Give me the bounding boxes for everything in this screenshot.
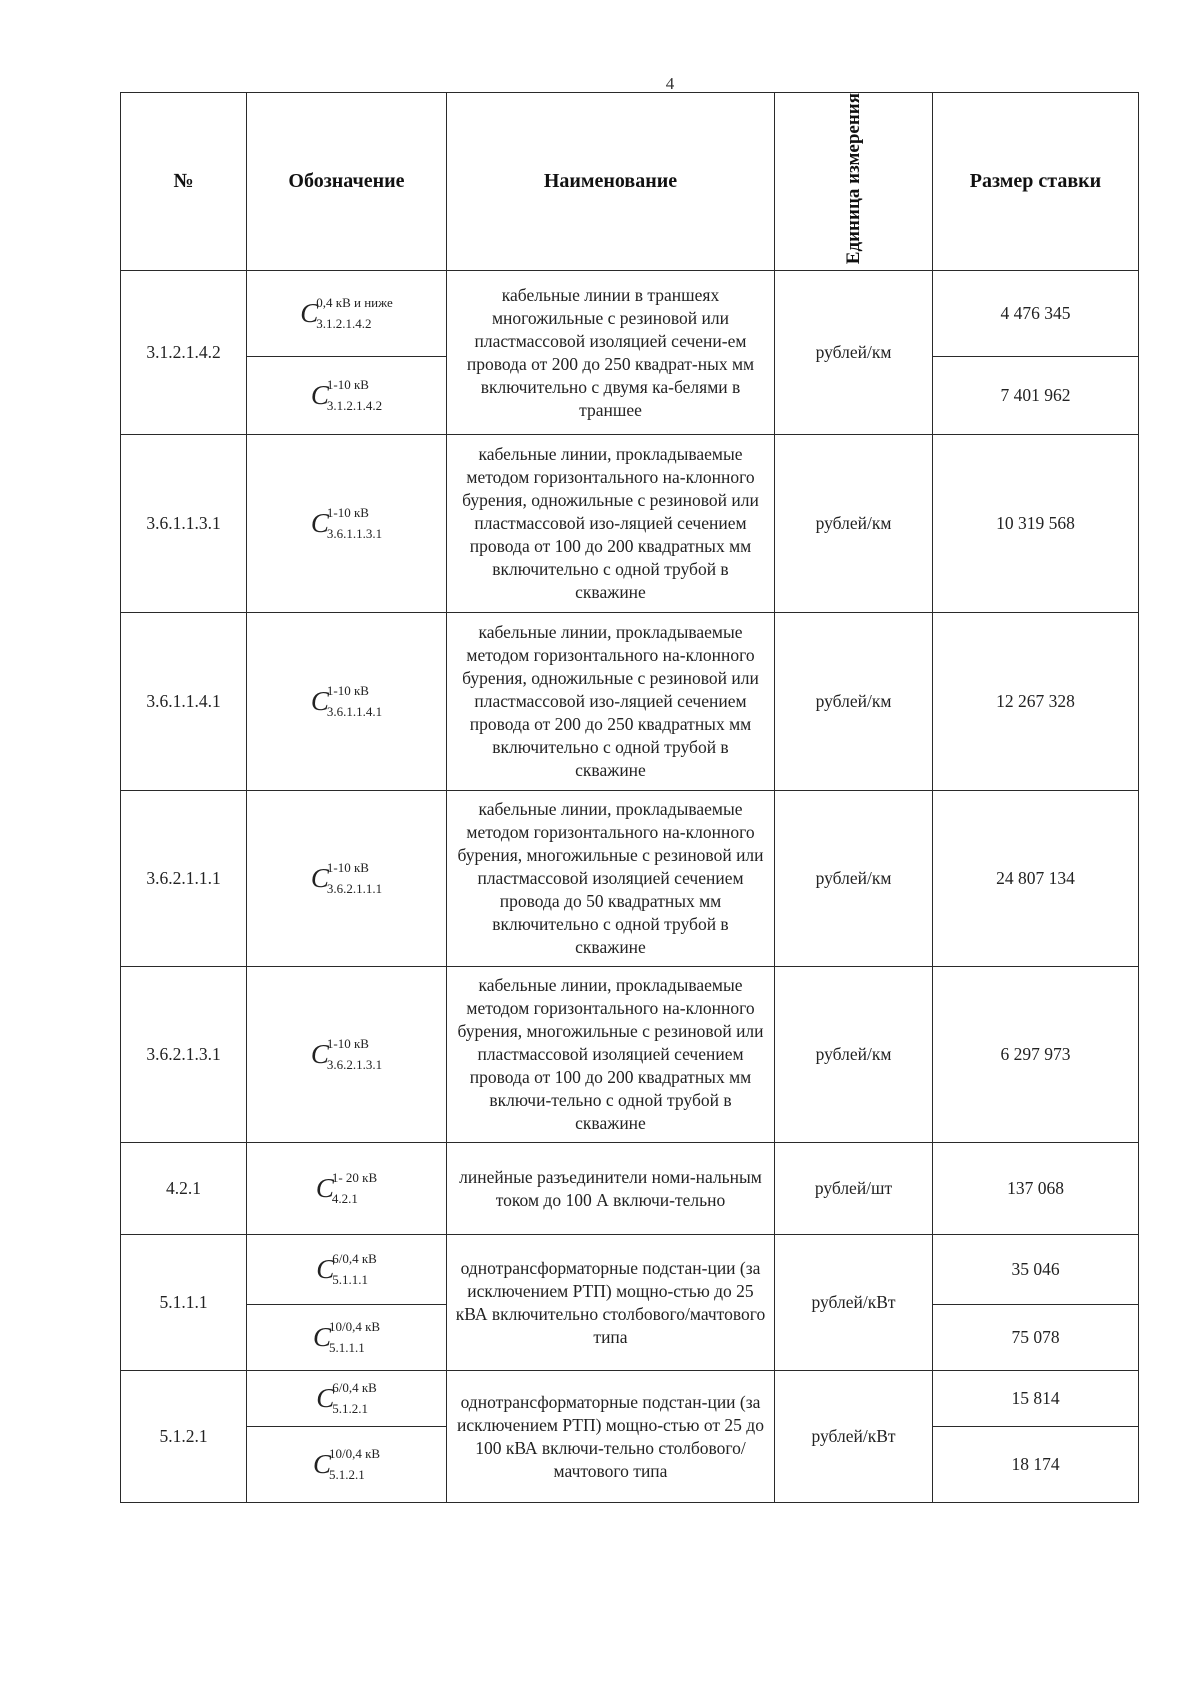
symbol-index: 3.6.2.1.1.1	[326, 880, 383, 896]
row-unit: рублей/км	[775, 271, 933, 435]
symbol-voltage: 1-10 кВ	[326, 1035, 369, 1051]
row-number: 3.6.1.1.4.1	[121, 613, 247, 791]
symbol-index: 3.1.2.1.4.2	[326, 397, 383, 413]
header-unit	[775, 93, 933, 271]
table-row	[121, 613, 1139, 791]
row-number: 5.1.2.1	[121, 1371, 247, 1503]
symbol-index: 5.1.2.1	[332, 1400, 368, 1416]
symbol-letter: C	[312, 1449, 331, 1480]
row-number: 5.1.1.1	[121, 1235, 247, 1371]
row-description: кабельные линии, прокладываемые методом горизонтального на-клонного бурения, одножильные с резиновой или пластмассовой изо-ляцией сечением провода от 100 до 200 квадратных мм включительно с одной трубой в скважине	[447, 435, 775, 613]
table-row	[121, 791, 1139, 967]
table-body	[121, 271, 1139, 1503]
rate-symbol	[247, 271, 447, 357]
symbol-letter: C	[310, 863, 329, 894]
row-unit: рублей/км	[775, 435, 933, 613]
rate-value: 24 807 134	[933, 791, 1139, 967]
symbol-index: 5.1.1.1	[332, 1271, 368, 1287]
symbol-index: 5.1.1.1	[328, 1339, 365, 1355]
row-unit: рублей/кВт	[775, 1235, 933, 1371]
symbol-voltage: 1-10 кВ	[326, 376, 369, 392]
symbol-voltage: 10/0,4 кВ	[328, 1318, 381, 1334]
rate-value: 75 078	[933, 1305, 1139, 1371]
rate-symbol	[247, 1305, 447, 1371]
row-number: 3.6.1.1.3.1	[121, 435, 247, 613]
rate-value: 15 814	[933, 1371, 1139, 1427]
rate-value: 6 297 973	[933, 967, 1139, 1143]
row-unit: рублей/км	[775, 791, 933, 967]
symbol-letter: C	[316, 1254, 335, 1285]
rate-symbol	[247, 1235, 447, 1305]
rate-symbol	[247, 435, 447, 613]
row-unit: рублей/кВт	[775, 1371, 933, 1503]
symbol-letter: C	[316, 1383, 335, 1414]
row-description: кабельные линии, прокладываемые методом горизонтального на-клонного бурения, одножильные с резиновой или пластмассовой изо-ляцией сечением провода от 200 до 250 квадратных мм включительно с одной трубой в скважине	[447, 613, 775, 791]
header-unit-label: Единица измерения	[842, 93, 864, 265]
symbol-letter: C	[310, 686, 329, 717]
symbol-voltage: 6/0,4 кВ	[332, 1379, 377, 1395]
row-unit: рублей/км	[775, 967, 933, 1143]
header-row	[121, 93, 1139, 271]
symbol-index: 3.6.1.1.3.1	[326, 525, 383, 541]
row-number: 3.1.2.1.4.2	[121, 271, 247, 435]
symbol-letter: C	[310, 1039, 329, 1070]
rate-symbol	[247, 613, 447, 791]
table-row	[121, 967, 1139, 1143]
row-number: 4.2.1	[121, 1143, 247, 1235]
row-unit: рублей/км	[775, 613, 933, 791]
symbol-voltage: 1-10 кВ	[326, 859, 369, 875]
page-number: 4	[665, 74, 675, 93]
header-no: №	[121, 93, 247, 271]
table-row	[121, 271, 1139, 357]
table-row	[121, 1235, 1139, 1305]
symbol-letter: C	[312, 1322, 331, 1353]
rate-symbol	[247, 1143, 447, 1235]
symbol-letter: C	[300, 298, 319, 329]
symbol-voltage: 1-10 кВ	[326, 682, 369, 698]
rates-table	[120, 92, 1139, 1503]
symbol-letter: C	[310, 508, 329, 539]
symbol-letter: C	[310, 380, 329, 411]
row-unit: рублей/шт	[775, 1143, 933, 1235]
rate-value: 137 068	[933, 1143, 1139, 1235]
rate-symbol	[247, 1371, 447, 1427]
header-designation: Обозначение	[247, 93, 447, 271]
table-row	[121, 435, 1139, 613]
row-number: 3.6.2.1.3.1	[121, 967, 247, 1143]
symbol-voltage: 1-10 кВ	[326, 504, 369, 520]
row-description: кабельные линии, прокладываемые методом горизонтального на-клонного бурения, многожильные с резиновой или пластмассовой изоляцией сечением провода от 100 до 200 квадратных мм включи-тельно с одной трубой в скважине	[447, 967, 775, 1143]
row-description: кабельные линии в траншеях многожильные с резиновой или пластмассовой изоляцией сечени-ем провода от 200 до 250 квадрат-ных мм включительно с двумя ка-белями в траншее	[447, 271, 775, 435]
rate-value: 4 476 345	[933, 271, 1139, 357]
symbol-voltage: 0,4 кВ и ниже	[316, 294, 393, 310]
symbol-index: 5.1.2.1	[328, 1466, 365, 1482]
row-description: однотрансформаторные подстан-ции (за исключением РТП) мощно-стью от 25 до 100 кВА включи-тельно столбового/мачтового типа	[447, 1371, 775, 1503]
row-description: линейные разъединители номи-нальным током до 100 А включи-тельно	[447, 1143, 775, 1235]
rate-value: 12 267 328	[933, 613, 1139, 791]
symbol-index: 3.6.1.1.4.1	[326, 703, 383, 719]
row-description: кабельные линии, прокладываемые методом горизонтального на-клонного бурения, многожильные с резиновой или пластмассовой изоляцией сечением провода до 50 квадратных мм включительно с одной трубой в скважине	[447, 791, 775, 967]
rate-symbol	[247, 967, 447, 1143]
table-row	[121, 1371, 1139, 1427]
symbol-index: 3.6.2.1.3.1	[326, 1056, 383, 1072]
symbol-voltage: 1- 20 кВ	[331, 1169, 378, 1185]
symbol-voltage: 6/0,4 кВ	[332, 1250, 377, 1266]
header-rate: Размер ставки	[933, 93, 1139, 271]
table-row	[121, 1143, 1139, 1235]
row-description: однотрансформаторные подстан-ции (за исключением РТП) мощно-стью до 25 кВА включительно столбового/мачтового типа	[447, 1235, 775, 1371]
symbol-index: 4.2.1	[331, 1190, 358, 1206]
rate-value: 18 174	[933, 1427, 1139, 1503]
symbol-voltage: 10/0,4 кВ	[328, 1445, 381, 1461]
rate-symbol	[247, 357, 447, 435]
row-number: 3.6.2.1.1.1	[121, 791, 247, 967]
symbol-letter: C	[315, 1173, 334, 1204]
rate-symbol	[247, 1427, 447, 1503]
rate-value: 7 401 962	[933, 357, 1139, 435]
rate-value: 10 319 568	[933, 435, 1139, 613]
rate-symbol	[247, 791, 447, 967]
symbol-index: 3.1.2.1.4.2	[316, 315, 372, 331]
rate-value: 35 046	[933, 1235, 1139, 1305]
header-name: Наименование	[447, 93, 775, 271]
